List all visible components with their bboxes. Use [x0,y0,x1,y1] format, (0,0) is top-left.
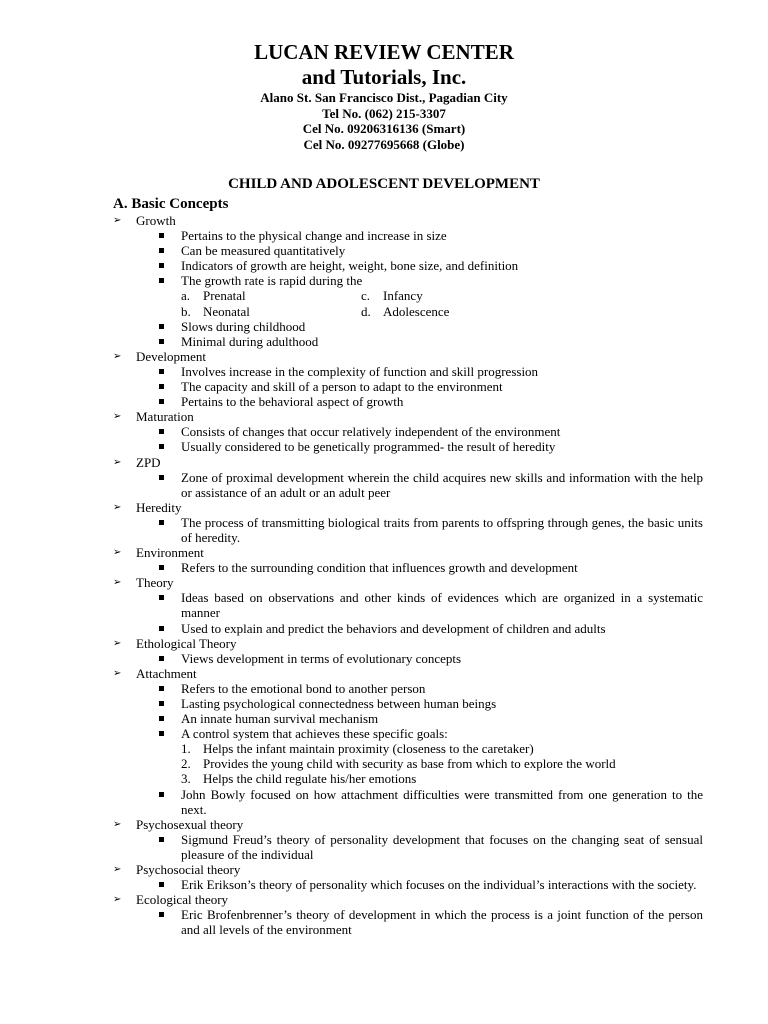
topic-label: Heredity [136,499,182,515]
bullet-item [113,334,703,349]
square-bullet-icon [159,686,164,691]
bullet-text: Minimal during adulthood [181,333,319,349]
square-bullet-icon [159,520,164,525]
bullet-text: Pertains to the behavioral aspect of growth [181,394,404,410]
bullet-text: Indicators of growth are height, weight, bone size, and definition [181,258,519,274]
square-bullet-icon [159,837,164,842]
topic-label: Attachment [136,665,197,681]
bullet-item [113,243,703,258]
org-name: LUCAN REVIEW CENTER [254,40,514,64]
bullet-item [113,696,703,711]
topic-label: Ethological Theory [136,635,237,651]
topic-label: Psychosexual theory [136,816,244,832]
topic-item [113,575,703,590]
arrow-bullet-icon: ➢ [113,667,122,679]
topic-item [113,862,703,877]
bullet-text: Eric Brofenbrenner’s theory of development in which the process is a joint function of the person and all levels of the environment [181,907,703,938]
item-number: 2. [181,756,191,772]
bullet-item [113,319,703,334]
topic-label: ZPD [136,454,161,470]
arrow-bullet-icon: ➢ [113,501,122,513]
numbered-item [113,771,703,786]
square-bullet-icon [159,912,164,917]
bullet-item [113,681,703,696]
square-bullet-icon [159,792,164,797]
bullet-item [113,258,703,273]
arrow-bullet-icon: ➢ [113,894,122,906]
lettered-text: Neonatal [203,303,250,319]
lettered-item [361,288,541,303]
bullet-item [113,439,703,454]
arrow-bullet-icon: ➢ [113,350,122,362]
bullet-item [113,726,703,741]
bullet-text: Pertains to the physical change and increase in size [181,228,447,244]
org-name-line2: and Tutorials, Inc. [301,65,467,89]
topic-list [113,213,703,938]
square-bullet-icon [159,233,164,238]
square-bullet-icon [159,399,164,404]
lettered-text: Prenatal [203,288,246,304]
bullet-item [113,560,703,575]
numbered-item [113,741,703,756]
bullet-text: Slows during childhood [181,318,306,334]
org-address: Alano St. San Francisco Dist., Pagadian City [260,90,508,105]
bullet-text: Refers to the surrounding condition that influences growth and development [181,560,578,576]
bullet-text: A control system that achieves these specific goals: [181,726,448,742]
document-title: CHILD AND ADOLESCENT DEVELOPMENT [228,176,540,192]
square-bullet-icon [159,444,164,449]
arrow-bullet-icon: ➢ [113,818,122,830]
topic-item [113,636,703,651]
square-bullet-icon [159,731,164,736]
topic-label: Theory [136,575,174,591]
bullet-item [113,394,703,409]
square-bullet-icon [159,369,164,374]
square-bullet-icon [159,429,164,434]
bullet-text: The growth rate is rapid during the [181,273,363,289]
bullet-text: Zone of proximal development wherein the child acquires new skills and information with the help or assistance of an adult or an adult peer [181,469,703,500]
numbered-text: Helps the infant maintain proximity (closeness to the caretaker) [203,741,534,757]
bullet-item [113,621,703,636]
square-bullet-icon [159,626,164,631]
bullet-text: The process of transmitting biological traits from parents to offspring through genes, the basic units of heredity. [181,514,703,545]
arrow-bullet-icon: ➢ [113,456,122,468]
bullet-text: John Bowly focused on how attachment difficulties were transmitted from one generation to the next. [181,786,703,817]
arrow-bullet-icon: ➢ [113,411,122,423]
square-bullet-icon [159,595,164,600]
topic-item [113,409,703,424]
topic-item [113,892,703,907]
square-bullet-icon [159,384,164,389]
lettered-text: Adolescence [383,303,450,319]
arrow-bullet-icon: ➢ [113,547,122,559]
topic-label: Psychosocial theory [136,862,241,878]
bullet-item [113,424,703,439]
topic-item [113,213,703,228]
bullet-item [113,364,703,379]
topic-label: Ecological theory [136,892,229,908]
topic-label: Environment [136,545,204,561]
square-bullet-icon [159,882,164,887]
bullet-item [113,832,703,862]
item-letter: a. [181,288,191,304]
bullet-text: An innate human survival mechanism [181,711,379,727]
square-bullet-icon [159,248,164,253]
bullet-item [113,651,703,666]
topic-label: Growth [136,213,176,228]
bullet-text: Involves increase in the complexity of function and skill progression [181,363,539,379]
org-cel-globe: Cel No. 09277695668 (Globe) [303,136,465,152]
square-bullet-icon [159,475,164,480]
topic-item [113,455,703,470]
bullet-item [113,590,703,620]
numbered-item [113,756,703,771]
letterhead [0,0,768,152]
square-bullet-icon [159,565,164,570]
section-heading: A. Basic Concepts [113,196,229,212]
lettered-pair [113,304,703,319]
lettered-item [181,288,361,303]
arrow-bullet-icon: ➢ [113,215,122,226]
bullet-item [113,711,703,726]
square-bullet-icon [159,339,164,344]
bullet-text: Sigmund Freud’s theory of personality development that focuses on the changing seat of sensual pleasure of the individual [181,831,703,862]
item-letter: b. [181,303,191,319]
square-bullet-icon [159,278,164,283]
bullet-item [113,379,703,394]
item-letter: d. [361,303,371,319]
square-bullet-icon [159,324,164,329]
bullet-text: The capacity and skill of a person to adapt to the environment [181,379,503,395]
numbered-text: Provides the young child with security as base from which to explore the world [203,756,616,772]
bullet-text: Refers to the emotional bond to another person [181,680,426,696]
arrow-bullet-icon: ➢ [113,577,122,589]
org-tel: Tel No. (062) 215-3307 [322,105,446,121]
bullet-text: Usually considered to be genetically programmed- the result of heredity [181,439,556,455]
lettered-item [181,304,361,319]
item-letter: c. [361,288,371,304]
org-cel-smart: Cel No. 09206316136 (Smart) [302,121,466,136]
lettered-pair [113,288,703,303]
bullet-item [113,273,703,288]
lettered-text: Infancy [383,288,423,304]
numbered-text: Helps the child regulate his/her emotions [203,771,417,787]
arrow-bullet-icon: ➢ [113,637,122,649]
square-bullet-icon [159,656,164,661]
lettered-item [361,304,541,319]
bullet-item [113,515,703,545]
topic-label: Development [136,348,207,364]
topic-item [113,817,703,832]
bullet-item [113,877,703,892]
bullet-text: Consists of changes that occur relatively independent of the environment [181,424,561,440]
bullet-text: Can be measured quantitatively [181,243,346,259]
item-number: 1. [181,741,191,757]
topic-label: Maturation [136,409,194,425]
bullet-item [113,787,703,817]
topic-item [113,545,703,560]
topic-item [113,666,703,681]
item-number: 3. [181,771,191,787]
square-bullet-icon [159,701,164,706]
bullet-text: Views development in terms of evolutionary concepts [181,650,462,666]
topic-item [113,500,703,515]
bullet-item [113,907,703,937]
document-body [113,195,703,938]
arrow-bullet-icon: ➢ [113,864,122,876]
bullet-item [113,228,703,243]
bullet-item [113,470,703,500]
bullet-text: Lasting psychological connectedness between human beings [181,696,497,711]
square-bullet-icon [159,263,164,268]
topic-item [113,349,703,364]
square-bullet-icon [159,716,164,721]
bullet-text: Used to explain and predict the behaviors and development of children and adults [181,620,606,636]
bullet-text: Erik Erikson’s theory of personality which focuses on the individual’s interactions with the society. [181,877,697,893]
bullet-text: Ideas based on observations and other kinds of evidences which are organized in a systematic manner [181,590,703,621]
